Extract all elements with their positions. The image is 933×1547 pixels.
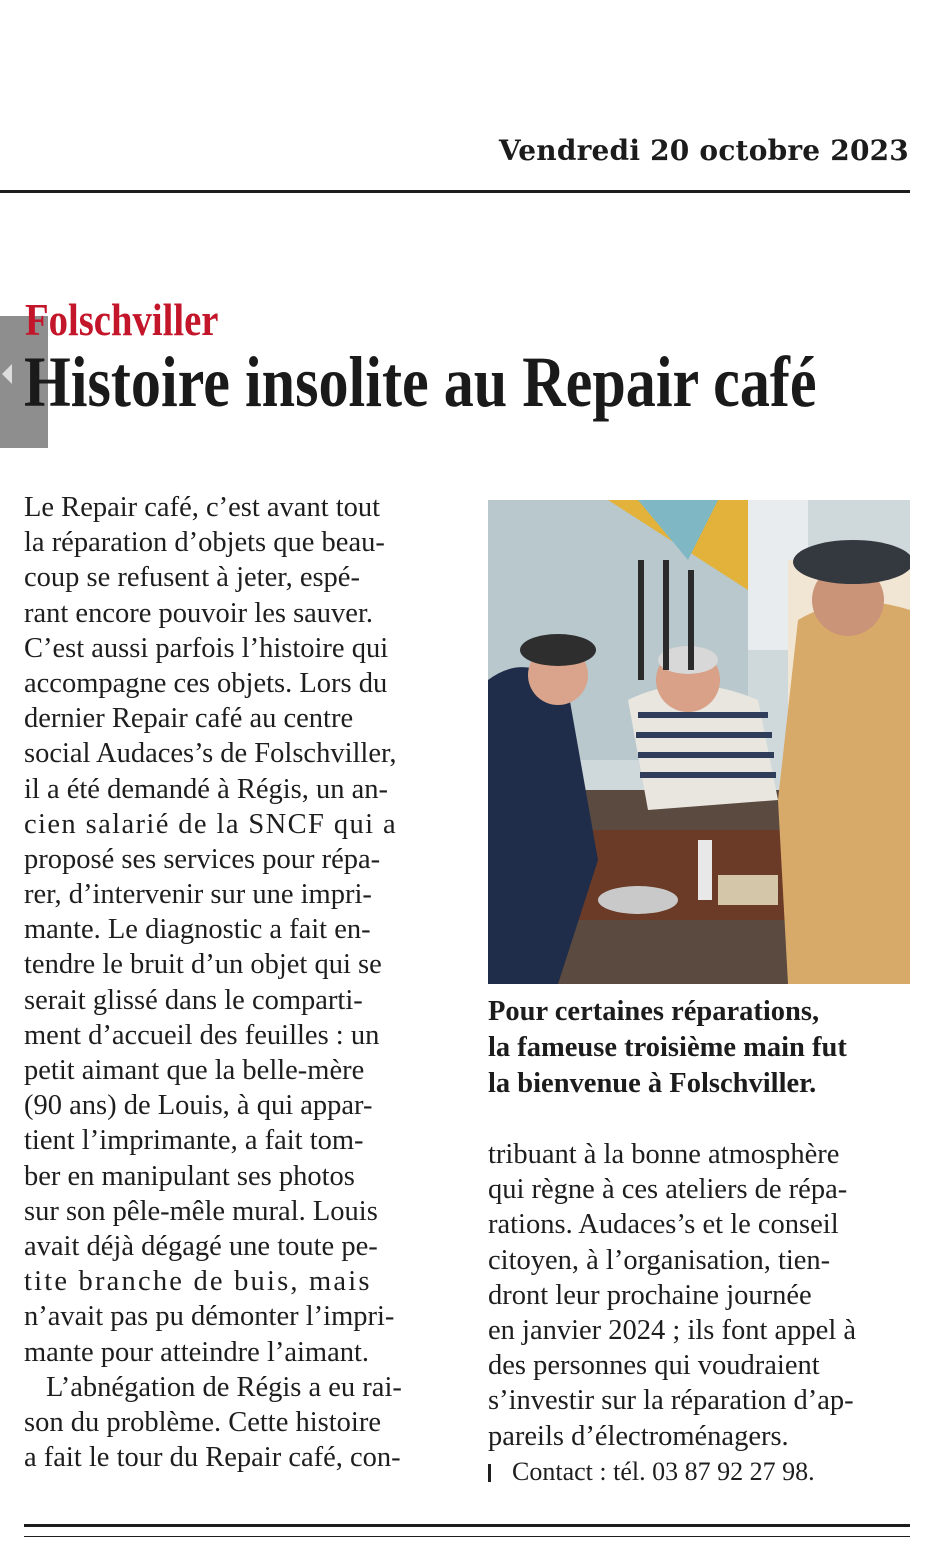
body-line: C’est aussi parfois l’histoire qui [24,632,389,664]
caption-line: la bienvenue à Folschviller. [488,1068,817,1099]
body-line: a fait le tour du Repair café, con- [24,1442,401,1474]
body-line: L’abnégation de Régis a eu rai- [46,1371,402,1403]
body-line: coup se refusent à jeter, espé- [24,562,360,594]
body-line: la réparation d’objets que beau- [24,527,385,559]
body-line: dernier Repair café au centre [24,703,354,735]
body-line: tribuant à la bonne atmosphère [488,1139,840,1170]
body-line: sur son pêle-mêle mural. Louis [24,1195,378,1227]
body-line: mante. Le diagnostic a fait en- [24,914,371,946]
caption-line: la fameuse troisième main fut [488,1032,847,1063]
footer-rule [24,1524,910,1527]
article-kicker: Folschviller [25,295,219,345]
publication-date: Vendredi 20 octobre 2023 [498,134,909,167]
footer-rule-thin [24,1536,910,1537]
body-line: cien salarié de la SNCF qui a [24,808,398,840]
body-line: mante pour atteindre l’aimant. [24,1336,370,1368]
body-line: pareils d’électroménagers. [488,1420,789,1452]
body-line: avait déjà dégagé une toute pe- [24,1230,378,1262]
body-line: rations. Audaces’s et le conseil [488,1209,839,1241]
caption-line: Pour certaines réparations, [488,996,820,1027]
body-line: s’investir sur la réparation d’ap- [488,1385,854,1417]
body-line: il a été demandé à Régis, un an- [24,773,389,805]
body-line: tient l’imprimante, a fait tom- [24,1125,364,1157]
body-line: rant encore pouvoir les sauver. [24,597,373,629]
body-line: Le Repair café, c’est avant tout [24,492,381,523]
body-line: qui règne à ces ateliers de répa- [488,1174,848,1206]
body-line: ber en manipulant ses photos [24,1160,355,1192]
body-line: accompagne ces objets. Lors du [24,667,388,699]
header-rule [0,190,910,193]
article-photo [488,500,910,984]
body-line: tite branche de buis, mais [24,1266,372,1298]
body-line: tendre le bruit d’un objet qui se [24,949,382,981]
body-line: petit aimant que la belle-mère [24,1055,365,1086]
article-body-left-column [24,490,448,1475]
article-headline: Histoire insolite au Repair café [24,342,817,422]
body-line: ment d’accueil des feuilles : un [24,1019,380,1051]
repair-cafe-photo-illustration [488,500,910,984]
body-line: (90 ans) de Louis, à qui appar- [24,1090,373,1122]
body-line: dront leur prochaine journée [488,1279,812,1311]
photo-caption [488,994,912,1102]
contact-line: Contact : tél. 03 87 92 27 98. [488,1454,912,1489]
body-line: rer, d’intervenir sur une impri- [24,879,372,911]
body-line: en janvier 2024 ; ils font appel à [488,1314,857,1346]
body-line: n’avait pas pu démonter l’impri- [24,1301,395,1333]
body-line: des personnes qui voudraient [488,1350,820,1382]
body-line: serait glissé dans le comparti- [24,984,363,1016]
body-line: citoyen, à l’organisation, tien- [488,1244,831,1276]
body-line: social Audaces’s de Folschviller, [24,738,397,770]
body-line: proposé ses services pour répa- [24,843,381,875]
body-line: son du problème. Cette histoire [24,1406,381,1438]
article-body-right-column [488,1137,912,1489]
